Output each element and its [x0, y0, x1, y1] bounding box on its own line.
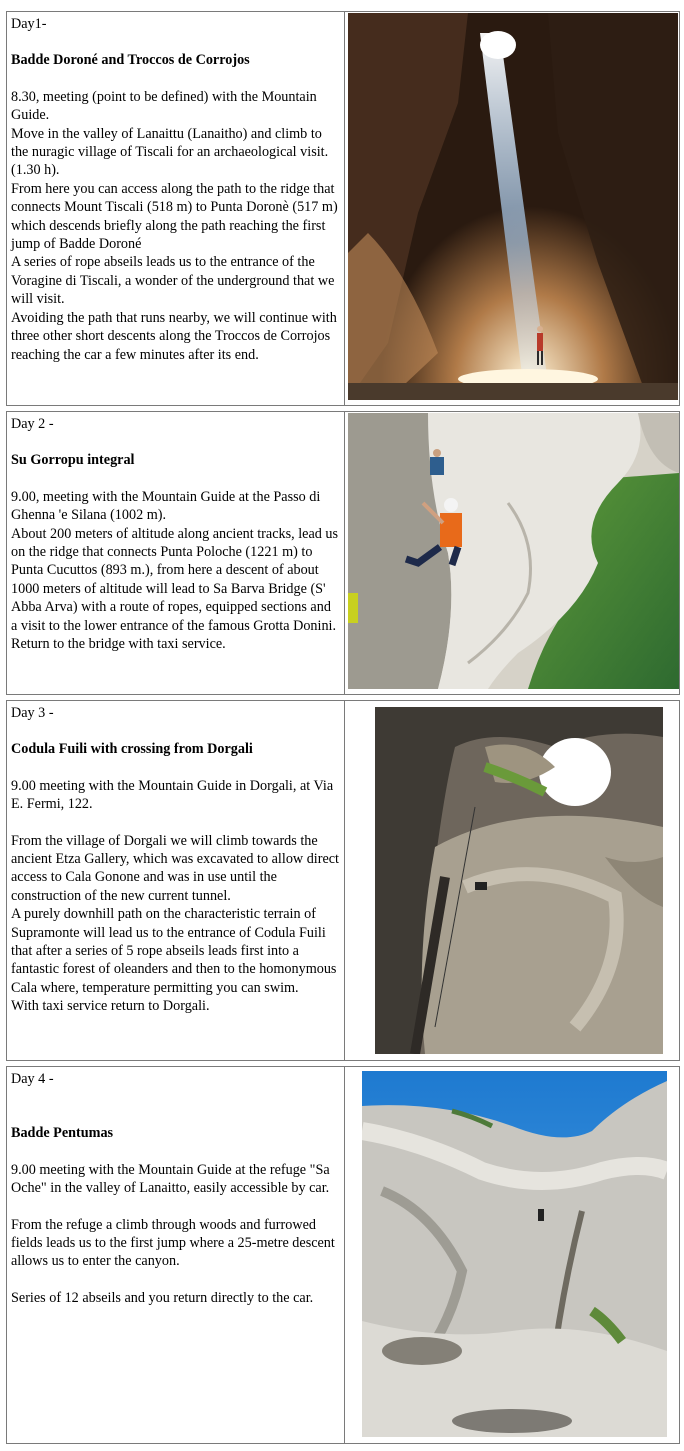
canyon-climbers-photo — [348, 413, 679, 689]
day-4-description-3: Series of 12 abseils and you return directly to the car. — [11, 1289, 314, 1306]
day-1-description: 8.30, meeting (point to be defined) with the Mountain Guide. Move in the valley of Lanaittu (Lanaitho) and climb to the nuragic village of Tiscali for an archaeological visit. (1.30 h). From here you can access along the path to the ridge that connects Mount Tiscali (518 m) to Punta Doronè (517 m) which descends briefly along the path reaching the first jump of Badde Doroné A series of rope abseils leads us to the entrance of the Voragine di Tiscali, a wonder of the underground that we will visit. Avoiding the path that runs nearby, we will continue with three other short descents along the Troccos de Corrojos reaching the car a few minutes after its end. — [11, 88, 338, 363]
day-2-text — [7, 412, 345, 694]
cave-arch-abseil-photo — [375, 707, 663, 1054]
day-1-text — [7, 12, 345, 405]
day-1-label: Day1- — [11, 16, 47, 32]
day-3-description-1: 9.00 meeting with the Mountain Guide in Dorgali, at Via E. Fermi, 122. — [11, 777, 334, 813]
day-3-row — [6, 700, 680, 1061]
day-2-title: Su Gorropu integral — [11, 452, 135, 469]
limestone-canyon-photo — [362, 1071, 667, 1437]
day-3-text — [7, 701, 345, 1060]
day-2-row — [6, 411, 680, 695]
cave-light-beam-photo — [348, 13, 678, 400]
day-2-label: Day 2 - — [11, 416, 54, 432]
day-1-row — [6, 11, 680, 406]
day-4-label: Day 4 - — [11, 1071, 54, 1087]
day-4-title: Badde Pentumas — [11, 1125, 114, 1142]
day-4-row — [6, 1066, 680, 1444]
day-3-label: Day 3 - — [11, 705, 54, 721]
day-2-description: 9.00, meeting with the Mountain Guide at the Passo di Ghenna 'e Silana (1002 m). About 200 meters of altitude along ancient tracks, lead us on the ridge that connects Punta Poloche (1221 m) to Punta Cucuttos (893 m.), from here a descent of about 1000 meters of altitude will lead to Sa Barva Bridge (S' Abba Arva) with a route of ropes, equipped sections and a visit to the lower entrance of the famous Grotta Donini. Return to the bridge with taxi service. — [11, 488, 339, 653]
day-4-description-2: From the refuge a climb through woods and furrowed fields leads us to the first jump where a 25-metre descent allows us to enter the canyon. — [11, 1216, 335, 1270]
day-1-title: Badde Doroné and Troccos de Corrojos — [11, 52, 250, 69]
day-3-description-2: From the village of Dorgali we will climb towards the ancient Etza Gallery, which was excavated to allow direct access to Cala Gonone and was in use until the construction of the new current tunnel. A purely downhill path on the characteristic terrain of Supramonte will lead us to the entrance of Codula Fuili that after a series of 5 rope abseils leads first into a fantastic forest of oleanders and then to the homonymous Cala where, temperature permitting you can swim. With taxi service return to Dorgali. — [11, 832, 340, 1015]
day-4-description-1: 9.00 meeting with the Mountain Guide at the refuge "Sa Oche" in the valley of Lanaitto, easily accessible by car. — [11, 1161, 330, 1197]
day-4-text — [7, 1067, 345, 1443]
day-3-title: Codula Fuili with crossing from Dorgali — [11, 741, 253, 758]
